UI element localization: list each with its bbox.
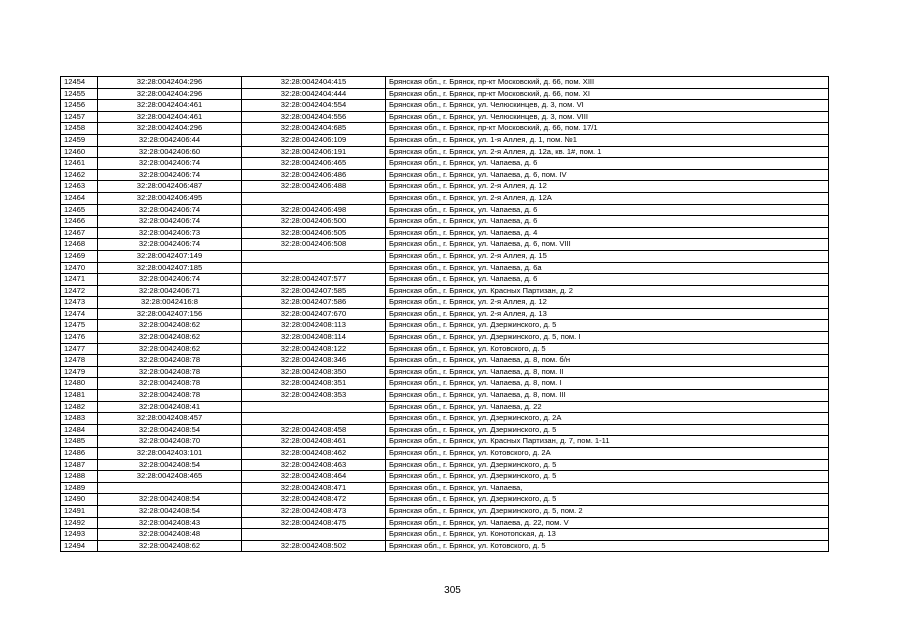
object-cadastral-number-cell: 32:28:0042408:346 [242,355,386,367]
table-row [61,134,829,146]
table-row [61,250,829,262]
object-cadastral-number-cell [242,192,386,204]
address-cell: Брянская обл., г. Брянск, ул. Котовского, д. 5 [386,343,829,355]
table-row [61,146,829,158]
row-number-cell: 12494 [61,540,98,552]
address-cell: Брянская обл., г. Брянск, ул. Дзержинского, д. 2А [386,413,829,425]
address-cell: Брянская обл., г. Брянск, ул. Чапаева, д. 8, пом. III [386,390,829,402]
table-row [61,297,829,309]
table-row [61,308,829,320]
table-row [61,355,829,367]
row-number-cell: 12459 [61,134,98,146]
address-cell: Брянская обл., г. Брянск, ул. Чапаева, д. 6а [386,262,829,274]
object-cadastral-number-cell: 32:28:0042408:462 [242,448,386,460]
parcel-cadastral-number-cell: 32:28:0042406:71 [98,285,242,297]
row-number-cell: 12479 [61,366,98,378]
object-cadastral-number-cell [242,250,386,262]
address-cell: Брянская обл., г. Брянск, ул. Чапаева, д. 6 [386,158,829,170]
table-row [61,88,829,100]
row-number-cell: 12489 [61,482,98,494]
address-cell: Брянская обл., г. Брянск, пр-кт Московский, д. 66, пом. XI [386,88,829,100]
address-cell: Брянская обл., г. Брянск, ул. Дзержинского, д. 5 [386,424,829,436]
address-cell: Брянская обл., г. Брянск, ул. Чапаева, д. 8, пом. II [386,366,829,378]
parcel-cadastral-number-cell: 32:28:0042404:296 [98,88,242,100]
object-cadastral-number-cell: 32:28:0042408:473 [242,505,386,517]
table-row [61,192,829,204]
object-cadastral-number-cell: 32:28:0042408:463 [242,459,386,471]
parcel-cadastral-number-cell: 32:28:0042408:48 [98,529,242,541]
parcel-cadastral-number-cell: 32:28:0042404:461 [98,100,242,112]
address-cell: Брянская обл., г. Брянск, ул. Чапаева, д. 6 [386,204,829,216]
parcel-cadastral-number-cell: 32:28:0042406:44 [98,134,242,146]
row-number-cell: 12460 [61,146,98,158]
parcel-cadastral-number-cell: 32:28:0042408:54 [98,494,242,506]
object-cadastral-number-cell: 32:28:0042404:556 [242,111,386,123]
table-row [61,216,829,228]
table-row [61,239,829,251]
parcel-cadastral-number-cell: 32:28:0042408:78 [98,378,242,390]
address-cell: Брянская обл., г. Брянск, ул. Дзержинского, д. 5, пом. 2 [386,505,829,517]
table-row [61,448,829,460]
object-cadastral-number-cell: 32:28:0042408:114 [242,332,386,344]
table-row [61,494,829,506]
row-number-cell: 12492 [61,517,98,529]
parcel-cadastral-number-cell: 32:28:0042404:296 [98,123,242,135]
object-cadastral-number-cell: 32:28:0042404:554 [242,100,386,112]
table-row [61,274,829,286]
table-row [61,401,829,413]
table-row [61,262,829,274]
object-cadastral-number-cell: 32:28:0042406:500 [242,216,386,228]
row-number-cell: 12464 [61,192,98,204]
object-cadastral-number-cell: 32:28:0042407:586 [242,297,386,309]
table-row [61,471,829,483]
table-row [61,227,829,239]
address-cell: Брянская обл., г. Брянск, ул. Красных Партизан, д. 2 [386,285,829,297]
address-cell: Брянская обл., г. Брянск, ул. Котовского, д. 2А [386,448,829,460]
object-cadastral-number-cell [242,262,386,274]
table-row [61,181,829,193]
object-cadastral-number-cell: 32:28:0042408:122 [242,343,386,355]
parcel-cadastral-number-cell [98,482,242,494]
address-cell: Брянская обл., г. Брянск, пр-кт Московский, д. 66, пом. 17/1 [386,123,829,135]
object-cadastral-number-cell: 32:28:0042406:508 [242,239,386,251]
object-cadastral-number-cell: 32:28:0042408:351 [242,378,386,390]
table-row [61,343,829,355]
address-cell: Брянская обл., г. Брянск, ул. Чапаева, д. 6 [386,274,829,286]
row-number-cell: 12468 [61,239,98,251]
parcel-cadastral-number-cell: 32:28:0042406:74 [98,204,242,216]
parcel-cadastral-number-cell: 32:28:0042406:74 [98,216,242,228]
row-number-cell: 12476 [61,332,98,344]
page-number: 305 [444,585,461,596]
address-cell: Брянская обл., г. Брянск, ул. Чапаева, д. 6, пом. IV [386,169,829,181]
address-cell: Брянская обл., г. Брянск, ул. Котовского, д. 5 [386,540,829,552]
object-cadastral-number-cell: 32:28:0042408:464 [242,471,386,483]
address-cell: Брянская обл., г. Брянск, ул. 2-я Аллея, д. 12 [386,297,829,309]
parcel-cadastral-number-cell: 32:28:0042403:101 [98,448,242,460]
parcel-cadastral-number-cell: 32:28:0042406:487 [98,181,242,193]
registry-table-body [61,77,829,552]
parcel-cadastral-number-cell: 32:28:0042408:62 [98,332,242,344]
address-cell: Брянская обл., г. Брянск, ул. Чапаева, д. 8, пом. б/н [386,355,829,367]
object-cadastral-number-cell: 32:28:0042404:415 [242,77,386,89]
row-number-cell: 12484 [61,424,98,436]
parcel-cadastral-number-cell: 32:28:0042407:149 [98,250,242,262]
parcel-cadastral-number-cell: 32:28:0042407:185 [98,262,242,274]
parcel-cadastral-number-cell: 32:28:0042407:156 [98,308,242,320]
row-number-cell: 12474 [61,308,98,320]
row-number-cell: 12487 [61,459,98,471]
registry-table [60,76,829,552]
address-cell: Брянская обл., г. Брянск, ул. Дзержинского, д. 5 [386,459,829,471]
table-row [61,413,829,425]
parcel-cadastral-number-cell: 32:28:0042408:43 [98,517,242,529]
address-cell: Брянская обл., г. Брянск, ул. 2-я Аллея, д. 15 [386,250,829,262]
address-cell: Брянская обл., г. Брянск, ул. Красных Партизан, д. 7, пом. 1-11 [386,436,829,448]
object-cadastral-number-cell: 32:28:0042406:505 [242,227,386,239]
row-number-cell: 12462 [61,169,98,181]
table-row [61,169,829,181]
row-number-cell: 12480 [61,378,98,390]
address-cell: Брянская обл., г. Брянск, ул. Дзержинского, д. 5, пом. I [386,332,829,344]
object-cadastral-number-cell [242,401,386,413]
object-cadastral-number-cell: 32:28:0042408:475 [242,517,386,529]
address-cell: Брянская обл., г. Брянск, ул. Дзержинского, д. 5 [386,494,829,506]
parcel-cadastral-number-cell: 32:28:0042404:461 [98,111,242,123]
row-number-cell: 12482 [61,401,98,413]
row-number-cell: 12483 [61,413,98,425]
row-number-cell: 12465 [61,204,98,216]
row-number-cell: 12493 [61,529,98,541]
table-row [61,540,829,552]
parcel-cadastral-number-cell: 32:28:0042404:296 [98,77,242,89]
row-number-cell: 12485 [61,436,98,448]
parcel-cadastral-number-cell: 32:28:0042408:457 [98,413,242,425]
parcel-cadastral-number-cell: 32:28:0042416:8 [98,297,242,309]
row-number-cell: 12475 [61,320,98,332]
table-row [61,320,829,332]
address-cell: Брянская обл., г. Брянск, ул. Чапаева, [386,482,829,494]
object-cadastral-number-cell: 32:28:0042408:113 [242,320,386,332]
row-number-cell: 12477 [61,343,98,355]
object-cadastral-number-cell: 32:28:0042408:353 [242,390,386,402]
row-number-cell: 12470 [61,262,98,274]
object-cadastral-number-cell: 32:28:0042404:685 [242,123,386,135]
address-cell: Брянская обл., г. Брянск, ул. 2-я Аллея, д. 12а, кв. 1#, пом. 1 [386,146,829,158]
row-number-cell: 12458 [61,123,98,135]
address-cell: Брянская обл., г. Брянск, ул. 1-я Аллея, д. 1, пом. №1 [386,134,829,146]
address-cell: Брянская обл., г. Брянск, ул. Чапаева, д. 8, пом. I [386,378,829,390]
row-number-cell: 12456 [61,100,98,112]
row-number-cell: 12466 [61,216,98,228]
parcel-cadastral-number-cell: 32:28:0042408:78 [98,366,242,378]
parcel-cadastral-number-cell: 32:28:0042408:465 [98,471,242,483]
address-cell: Брянская обл., г. Брянск, пр-кт Московский, д. 66, пом. XIII [386,77,829,89]
object-cadastral-number-cell: 32:28:0042408:350 [242,366,386,378]
row-number-cell: 12455 [61,88,98,100]
address-cell: Брянская обл., г. Брянск, ул. Чапаева, д. 6 [386,216,829,228]
parcel-cadastral-number-cell: 32:28:0042408:62 [98,343,242,355]
table-row [61,158,829,170]
table-row [61,332,829,344]
object-cadastral-number-cell: 32:28:0042407:670 [242,308,386,320]
address-cell: Брянская обл., г. Брянск, ул. Дзержинского, д. 5 [386,471,829,483]
row-number-cell: 12457 [61,111,98,123]
address-cell: Брянская обл., г. Брянск, ул. 2-я Аллея, д. 12 [386,181,829,193]
object-cadastral-number-cell: 32:28:0042408:472 [242,494,386,506]
parcel-cadastral-number-cell: 32:28:0042408:78 [98,390,242,402]
table-row [61,366,829,378]
address-cell: Брянская обл., г. Брянск, ул. 2-я Аллея, д. 12А [386,192,829,204]
object-cadastral-number-cell: 32:28:0042406:486 [242,169,386,181]
parcel-cadastral-number-cell: 32:28:0042408:54 [98,505,242,517]
object-cadastral-number-cell: 32:28:0042406:109 [242,134,386,146]
address-cell: Брянская обл., г. Брянск, ул. Чапаева, д. 22, пом. V [386,517,829,529]
address-cell: Брянская обл., г. Брянск, ул. Чапаева, д. 22 [386,401,829,413]
object-cadastral-number-cell [242,413,386,425]
table-row [61,111,829,123]
address-cell: Брянская обл., г. Брянск, ул. Конотопская, д. 13 [386,529,829,541]
table-row [61,436,829,448]
table-row [61,285,829,297]
table-row [61,390,829,402]
object-cadastral-number-cell [242,529,386,541]
table-row [61,77,829,89]
object-cadastral-number-cell: 32:28:0042406:191 [242,146,386,158]
table-row [61,204,829,216]
object-cadastral-number-cell: 32:28:0042404:444 [242,88,386,100]
object-cadastral-number-cell: 32:28:0042406:488 [242,181,386,193]
row-number-cell: 12473 [61,297,98,309]
row-number-cell: 12454 [61,77,98,89]
address-cell: Брянская обл., г. Брянск, ул. Чапаева, д. 6, пом. VIII [386,239,829,251]
row-number-cell: 12491 [61,505,98,517]
row-number-cell: 12481 [61,390,98,402]
table-row [61,459,829,471]
table-row [61,517,829,529]
row-number-cell: 12488 [61,471,98,483]
row-number-cell: 12461 [61,158,98,170]
table-row [61,529,829,541]
table-row [61,123,829,135]
address-cell: Брянская обл., г. Брянск, ул. Дзержинского, д. 5 [386,320,829,332]
address-cell: Брянская обл., г. Брянск, ул. Чапаева, д. 4 [386,227,829,239]
row-number-cell: 12471 [61,274,98,286]
row-number-cell: 12469 [61,250,98,262]
object-cadastral-number-cell: 32:28:0042407:585 [242,285,386,297]
parcel-cadastral-number-cell: 32:28:0042408:70 [98,436,242,448]
table-row [61,378,829,390]
parcel-cadastral-number-cell: 32:28:0042406:74 [98,274,242,286]
address-cell: Брянская обл., г. Брянск, ул. Челюскинцев, д. 3, пом. VI [386,100,829,112]
object-cadastral-number-cell: 32:28:0042406:498 [242,204,386,216]
row-number-cell: 12486 [61,448,98,460]
address-cell: Брянская обл., г. Брянск, ул. Челюскинцев, д. 3, пом. VIII [386,111,829,123]
parcel-cadastral-number-cell: 32:28:0042406:74 [98,169,242,181]
object-cadastral-number-cell: 32:28:0042408:471 [242,482,386,494]
object-cadastral-number-cell: 32:28:0042408:461 [242,436,386,448]
parcel-cadastral-number-cell: 32:28:0042408:54 [98,424,242,436]
address-cell: Брянская обл., г. Брянск, ул. 2-я Аллея, д. 13 [386,308,829,320]
table-row [61,100,829,112]
parcel-cadastral-number-cell: 32:28:0042408:54 [98,459,242,471]
object-cadastral-number-cell: 32:28:0042408:458 [242,424,386,436]
parcel-cadastral-number-cell: 32:28:0042408:78 [98,355,242,367]
parcel-cadastral-number-cell: 32:28:0042408:62 [98,540,242,552]
parcel-cadastral-number-cell: 32:28:0042406:74 [98,158,242,170]
table-row [61,424,829,436]
parcel-cadastral-number-cell: 32:28:0042406:74 [98,239,242,251]
row-number-cell: 12490 [61,494,98,506]
row-number-cell: 12463 [61,181,98,193]
table-row [61,482,829,494]
parcel-cadastral-number-cell: 32:28:0042406:73 [98,227,242,239]
parcel-cadastral-number-cell: 32:28:0042406:60 [98,146,242,158]
row-number-cell: 12478 [61,355,98,367]
row-number-cell: 12472 [61,285,98,297]
table-row [61,505,829,517]
parcel-cadastral-number-cell: 32:28:0042408:41 [98,401,242,413]
parcel-cadastral-number-cell: 32:28:0042406:495 [98,192,242,204]
object-cadastral-number-cell: 32:28:0042408:502 [242,540,386,552]
parcel-cadastral-number-cell: 32:28:0042408:62 [98,320,242,332]
row-number-cell: 12467 [61,227,98,239]
object-cadastral-number-cell: 32:28:0042406:465 [242,158,386,170]
object-cadastral-number-cell: 32:28:0042407:577 [242,274,386,286]
